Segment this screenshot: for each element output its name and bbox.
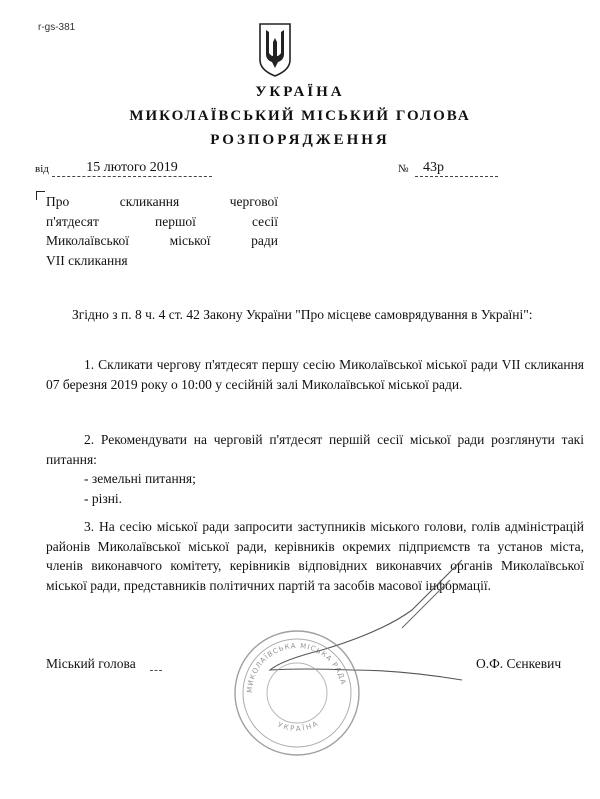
signature-line — [150, 670, 162, 671]
order-sub-item: - земельні питання; — [84, 471, 196, 486]
subject-bracket — [36, 191, 45, 200]
date-prefix: від — [35, 163, 49, 175]
signatory-name: О.Ф. Сєнкевич — [476, 656, 562, 671]
subject-line: Про скликання чергової — [46, 194, 278, 209]
document-number: 43р — [415, 160, 498, 177]
trident-emblem-icon — [256, 22, 294, 78]
order-item-3: 3. На сесію міської ради запросити заступників міського голови, голів адміністрацій районів Миколаївської міської ради, керівників окремих підприємств та установ міста, членів виконавчого комітету, керівників відповідних виконавчих органів Миколаївської міської ради, представників політичних партій та засобів масової інформації. — [46, 519, 584, 593]
country-heading: УКРАЇНА — [255, 84, 345, 100]
svg-text:УКРАЇНА: УКРАЇНА — [276, 719, 321, 734]
subject-line: Миколаївської міської ради — [46, 233, 278, 248]
official-seal — [232, 628, 362, 758]
authority-heading: МИКОЛАЇВСЬКИЙ МІСЬКИЙ ГОЛОВА — [129, 108, 471, 124]
signatory-title: Міський голова — [46, 656, 136, 671]
order-item-2-text: 2. Рекомендувати на черговій п'ятдесят першій сесії міської ради розглянути такі питання: — [46, 432, 584, 467]
order-sub-item: - різні. — [84, 490, 123, 506]
legal-basis: Згідно з п. 8 ч. 4 ст. 42 Закону України "Про місцеве самоврядування в Україні": — [72, 307, 533, 322]
svg-text:МИКОЛАЇВСЬКА МІСЬКА РАДА: МИКОЛАЇВСЬКА МІСЬКА РАДА — [245, 641, 348, 694]
number-prefix: № — [398, 163, 409, 175]
subject-block — [46, 192, 278, 270]
order-item-1: 1. Скликати чергову п'ятдесят першу сесію Миколаївської міської ради VII скликання 07 березня 2019 року о 10:00 у сесійній залі Миколаївської міської ради. — [46, 357, 584, 392]
document-type-heading: РОЗПОРЯДЖЕННЯ — [210, 132, 390, 148]
document-date: 15 лютого 2019 — [52, 160, 212, 177]
document-code: r-gs-381 — [38, 22, 76, 33]
order-item-2 — [46, 430, 584, 508]
subject-line: п'ятдесят першої сесії — [46, 213, 278, 229]
subject-line: VII скликання — [46, 252, 128, 268]
